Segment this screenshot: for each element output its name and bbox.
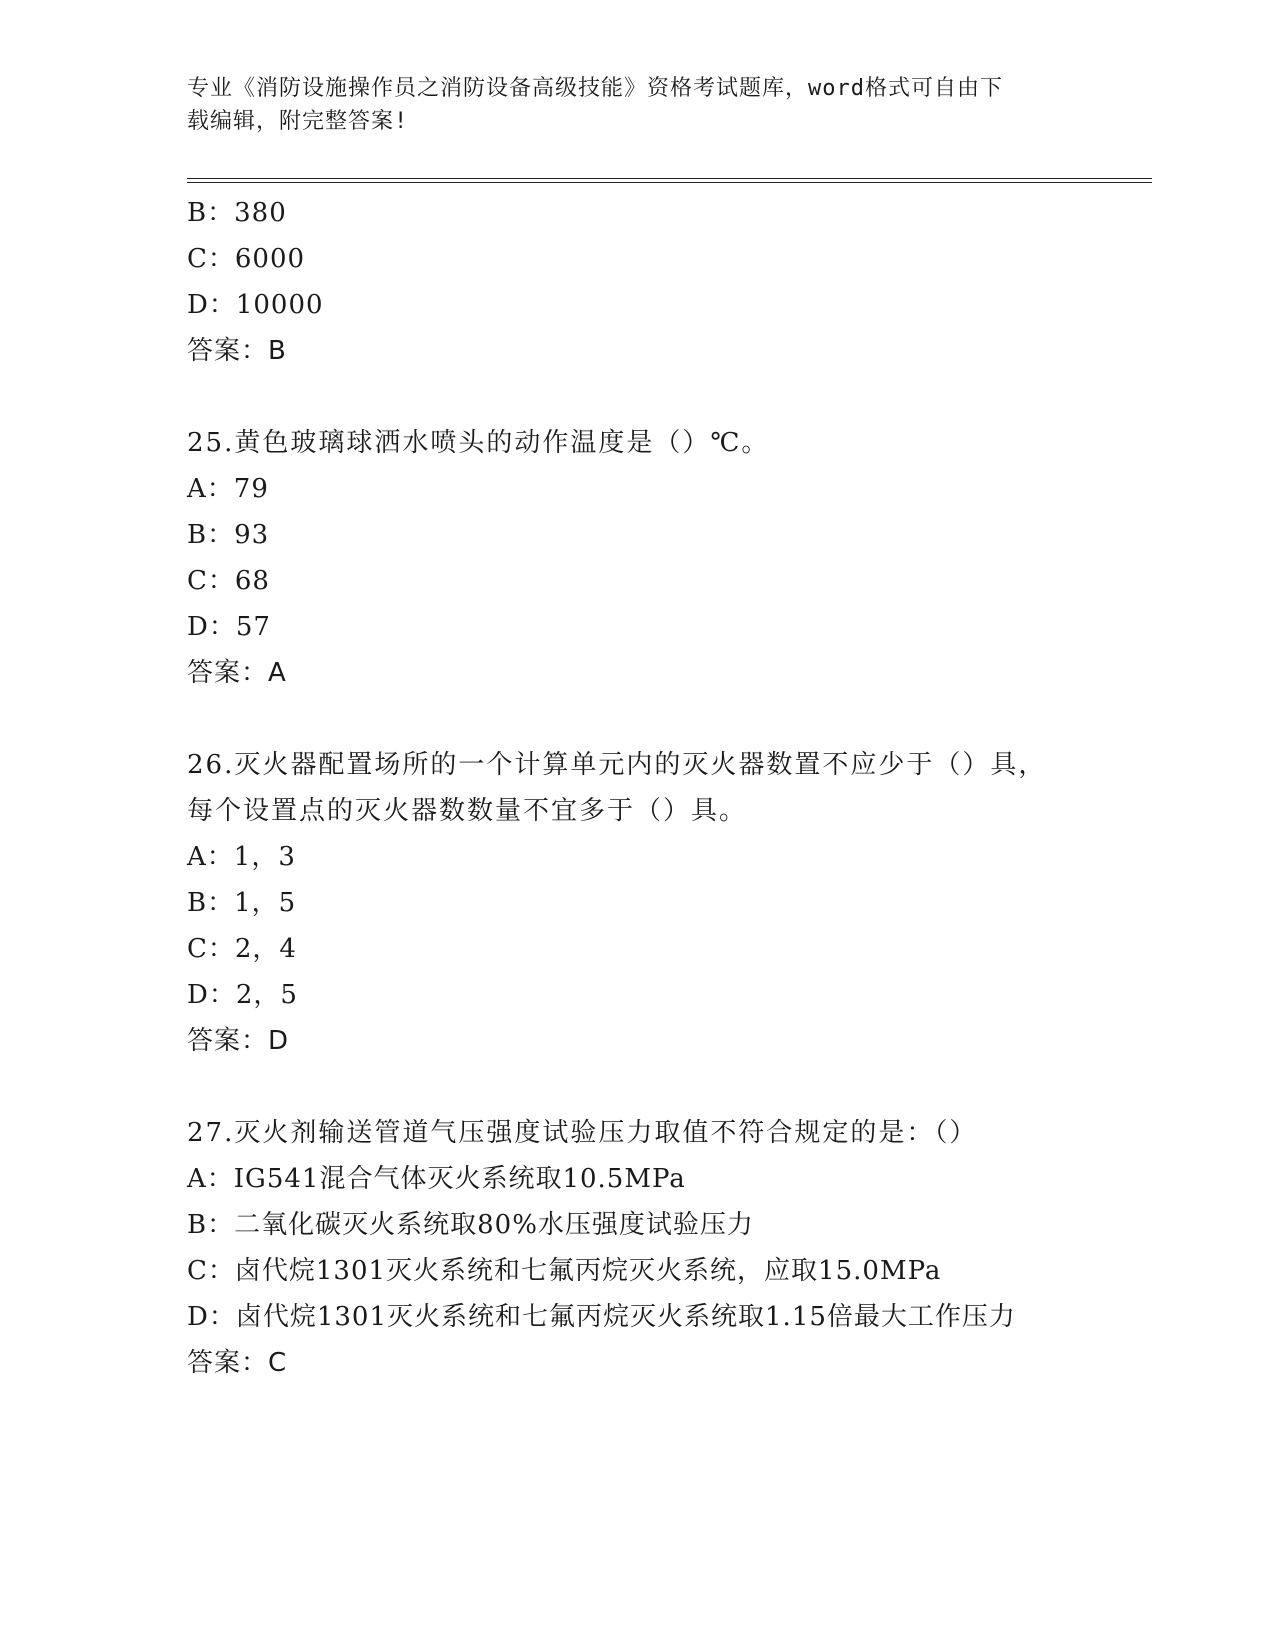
option-a: A：79 [187,474,269,504]
option-a: A：IG541混合气体灭火系统取10.5MPa [187,1164,686,1194]
question-27 [187,1110,1147,1386]
question-text: 27.灭火剂输送管道气压强度试验压力取值不符合规定的是：（） [187,1118,978,1148]
option-d: D：57 [187,612,271,642]
header-rule-bottom [187,182,1152,183]
answer-line: 答案：B [187,336,287,366]
answer-line: 答案：D [187,1026,290,1056]
question-26 [187,742,1147,1064]
option-b: B：380 [187,198,287,228]
option-b: B：二氧化碳灭火系统取80%水压强度试验压力 [187,1210,754,1240]
option-c: C：2，4 [187,934,297,964]
header-line-2: 载编辑，附完整答案! [187,109,409,134]
option-d: D：2，5 [187,980,298,1010]
option-d: D：卤代烷1301灭火系统和七氟丙烷灭火系统取1.15倍最大工作压力 [187,1302,1016,1332]
option-d: D：10000 [187,290,324,320]
answer-line: 答案：C [187,1348,288,1378]
question-25 [187,420,1147,696]
option-b: B：93 [187,520,270,550]
option-b: B：1，5 [187,888,297,918]
question-text: 25.黄色玻璃球洒水喷头的动作温度是（）℃。 [187,428,770,458]
prev-question-block [187,190,1147,374]
option-c: C：卤代烷1301灭火系统和七氟丙烷灭火系统，应取15.0MPa [187,1256,942,1286]
option-c: C：68 [187,566,270,596]
question-text-line-1: 26.灭火器配置场所的一个计算单元内的灭火器数置不应少于（）具， [187,750,1047,780]
header-rule-top [187,178,1152,179]
answer-line: 答案：A [187,658,287,688]
option-a: A：1，3 [187,842,296,872]
option-c: C：6000 [187,244,306,274]
question-text-line-2: 每个设置点的灭火器数数量不宜多于（）具。 [187,796,748,826]
header-line-1: 专业《消防设施操作员之消防设备高级技能》资格考试题库，word格式可自由下 [187,76,1003,101]
page-header [187,72,1087,138]
question-list [187,190,1147,1386]
